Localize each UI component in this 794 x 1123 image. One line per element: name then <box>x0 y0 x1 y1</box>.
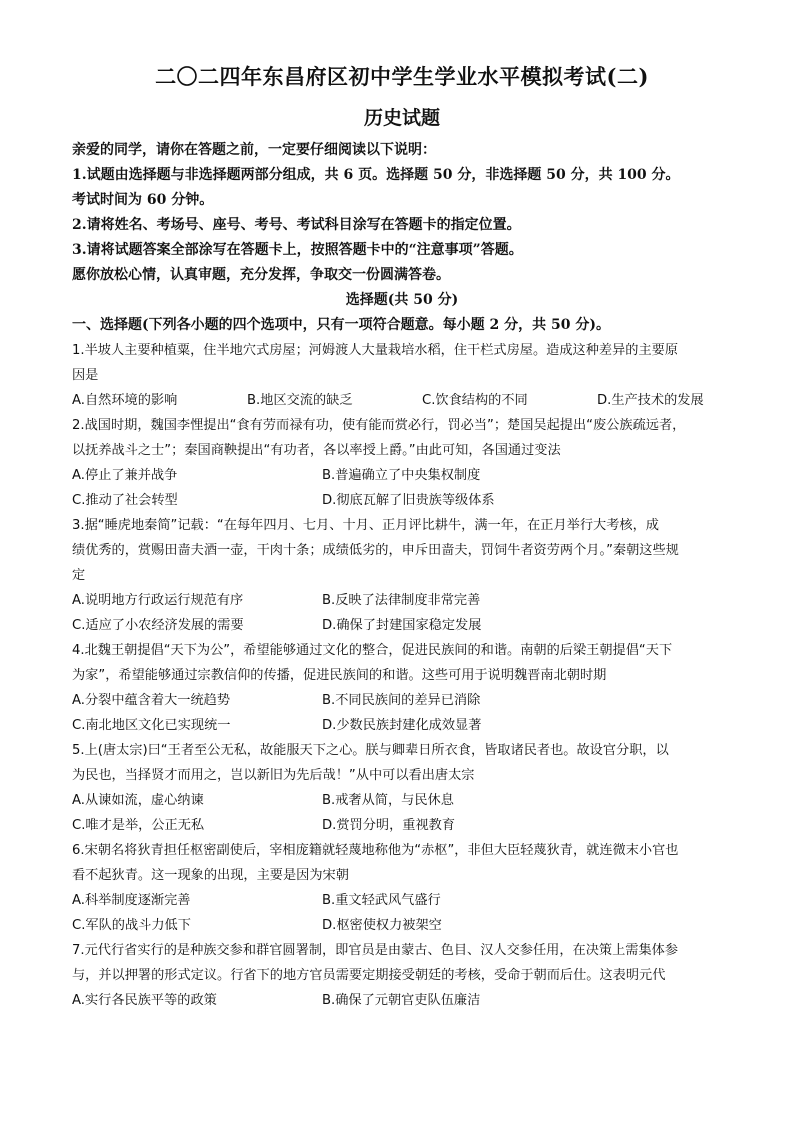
option-a: A.实行各民族平等的政策 <box>72 993 217 1008</box>
question-text: 6.宋朝名将狄青担任枢密副使后，宰相庞籍就轻蔑地称他为“赤枢”，非但大臣轻蔑狄青，就连微末小官也 <box>72 843 679 858</box>
option-d: D.赏罚分明，重视教育 <box>322 818 456 833</box>
question-1 <box>72 338 732 413</box>
question-text: 7.元代行省实行的是种族交参和群官圆署制，即官员是由蒙古、色目、汉人交参任用，在决策上需集体参 <box>72 943 679 958</box>
question-text: 1.半坡人主要种植粟，住半地穴式房屋；河姆渡人大量栽培水稻，住干栏式房屋。造成这种差异的主要原 <box>72 343 679 358</box>
instruction-line: 考试时间为 60 分钟。 <box>72 192 214 208</box>
option-b: B.重文轻武风气盛行 <box>322 893 441 908</box>
section-title: 选择题(共 50 分) <box>345 292 459 308</box>
option-c: C.推动了社会转型 <box>72 493 178 508</box>
question-5 <box>72 738 732 838</box>
question-text: 定 <box>72 568 86 583</box>
option-c: C.南北地区文化已实现统一 <box>72 718 231 733</box>
option-a: A.自然环境的影响 <box>72 393 178 408</box>
option-a: A.科举制度逐渐完善 <box>72 893 191 908</box>
question-6 <box>72 838 732 938</box>
exam-title: 二〇二四年东昌府区初中学生学业水平模拟考试(二) <box>155 64 649 89</box>
question-text: 以抚养战斗之士”；秦国商鞅提出“有功者，各以率授上爵。”由此可知，各国通过变法 <box>72 443 561 458</box>
instruction-line: 3.请将试题答案全部涂写在答题卡上，按照答题卡中的“注意事项”答题。 <box>72 242 523 258</box>
option-d: D.确保了封建国家稳定发展 <box>322 618 482 633</box>
question-text: 2.战国时期，魏国李悝提出“食有劳而禄有功，使有能而赏必行，罚必当”；楚国吴起提出“废公族疏远者， <box>72 418 686 433</box>
option-b: B.地区交流的缺乏 <box>247 393 353 408</box>
option-b: B.不同民族间的差异已消除 <box>322 693 481 708</box>
option-b: B.戒奢从简，与民休息 <box>322 793 454 808</box>
option-d: D.枢密使权力被架空 <box>322 918 442 933</box>
question-text: 与，并以押署的形式定议。行省下的地方官员需要定期接受朝廷的考核，受命于朝而后仕。这表明元代 <box>72 968 666 983</box>
exam-page <box>72 62 732 1013</box>
option-b: B.反映了法律制度非常完善 <box>322 593 481 608</box>
option-a: A.分裂中蕴含着大一统趋势 <box>72 693 231 708</box>
question-text: 5.上(唐太宗)曰“王者至公无私，故能服天下之心。朕与卿辈日所衣食，皆取诸民者也。故设官分职，以 <box>72 743 669 758</box>
question-options <box>72 788 732 838</box>
question-options <box>72 888 732 938</box>
option-b: B.普遍确立了中央集权制度 <box>322 468 481 483</box>
question-3 <box>72 513 732 638</box>
question-text: 4.北魏王朝提倡“天下为公”，希望能够通过文化的整合，促进民族间的和谐。南朝的后梁王朝提倡“天下 <box>72 643 673 658</box>
instruction-line: 1.试题由选择题与非选择题两部分组成，共 6 页。选择题 50 分，非选择题 50 分，共 100 分。 <box>72 167 680 183</box>
question-options <box>72 463 732 513</box>
option-a: A.说明地方行政运行规范有序 <box>72 593 244 608</box>
question-text: 因是 <box>72 368 99 383</box>
option-c: C.适应了小农经济发展的需要 <box>72 618 244 633</box>
option-c: C.军队的战斗力低下 <box>72 918 191 933</box>
instruction-line: 愿你放松心情，认真审题，充分发挥，争取交一份圆满答卷。 <box>72 267 450 283</box>
option-d: D.彻底瓦解了旧贵族等级体系 <box>322 493 495 508</box>
question-4 <box>72 638 732 738</box>
option-a: A.停止了兼并战争 <box>72 468 178 483</box>
question-options <box>72 988 732 1013</box>
option-d: D.少数民族封建化成效显著 <box>322 718 482 733</box>
question-2 <box>72 413 732 513</box>
option-b: B.确保了元朝官吏队伍廉洁 <box>322 993 481 1008</box>
option-c: C.唯才是举，公正无私 <box>72 818 205 833</box>
question-options <box>72 588 732 638</box>
question-options <box>72 388 732 413</box>
question-text: 绩优秀的，赏赐田啬夫酒一壶，干肉十条；成绩低劣的，申斥田啬夫，罚饲牛者资劳两个月。”秦朝这些规 <box>72 543 679 558</box>
exam-subject: 历史试题 <box>363 107 440 129</box>
question-text: 为民也，当择贤才而用之，岂以新旧为先后哉！”从中可以看出唐太宗 <box>72 768 475 783</box>
question-options <box>72 688 732 738</box>
option-a: A.从谏如流，虚心纳谏 <box>72 793 204 808</box>
instruction-line: 2.请将姓名、考场号、座号、考号、考试科目涂写在答题卡的指定位置。 <box>72 217 521 233</box>
question-text: 3.据“睡虎地秦简”记载：“在每年四月、七月、十月、正月评比耕牛，满一年，在正月举行大考核，成 <box>72 518 659 533</box>
option-d: D.生产技术的发展 <box>597 393 704 408</box>
section-heading: 一、选择题(下列各小题的四个选项中，只有一项符合题意。每小题 2 分，共 50 分)。 <box>72 317 610 333</box>
question-text: 看不起狄青。这一现象的出现，主要是因为宋朝 <box>72 868 349 883</box>
instruction-line: 亲爱的同学，请你在答题之前，一定要仔细阅读以下说明： <box>72 142 436 158</box>
question-7 <box>72 938 732 1013</box>
question-text: 为家”，希望能够通过宗教信仰的传播，促进民族间的和谐。这些可用于说明魏晋南北朝时期 <box>72 668 607 683</box>
option-c: C.饮食结构的不同 <box>422 393 528 408</box>
instructions <box>72 138 732 288</box>
